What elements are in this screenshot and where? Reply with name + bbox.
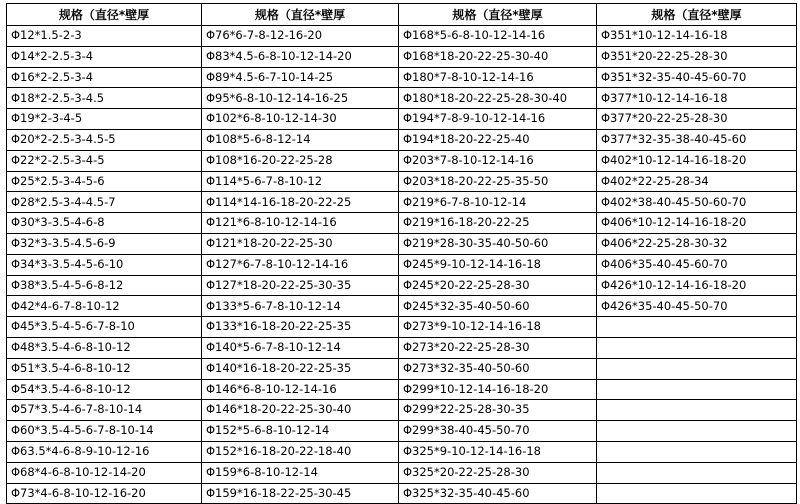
spec-cell: Φ51*3.5-4-6-8-10-12 [7, 358, 202, 379]
spec-cell: Φ351*20-22-25-28-30 [597, 46, 797, 67]
spec-cell: Φ168*18-20-22-25-30-40 [399, 46, 597, 67]
spec-cell: Φ63.5*4-6-8-9-10-12-16 [7, 441, 202, 462]
spec-cell: Φ121*6-8-10-12-14-16 [202, 213, 399, 234]
spec-cell: Φ203*18-20-22-25-35-50 [399, 171, 597, 192]
spec-cell [597, 462, 797, 483]
spec-cell: Φ406*22-25-28-30-32 [597, 233, 797, 254]
table-row [7, 337, 797, 358]
table-row [7, 171, 797, 192]
spec-cell: Φ140*5-6-7-8-10-12-14 [202, 337, 399, 358]
spec-cell: Φ83*4.5-6-8-10-12-14-20 [202, 46, 399, 67]
spec-cell [597, 441, 797, 462]
spec-cell: Φ402*22-25-28-34 [597, 171, 797, 192]
table-row [7, 379, 797, 400]
table-body [7, 26, 797, 504]
spec-cell: Φ203*7-8-10-12-14-16 [399, 150, 597, 171]
spec-cell: Φ402*10-12-14-16-18-20 [597, 150, 797, 171]
spec-cell: Φ127*6-7-8-10-12-14-16 [202, 254, 399, 275]
table-row [7, 233, 797, 254]
table-row [7, 109, 797, 130]
spec-cell: Φ377*32-35-38-40-45-60 [597, 129, 797, 150]
spec-cell: Φ22*2-2.5-3-4-5 [7, 150, 202, 171]
spec-cell: Φ57*3.5-4-6-7-8-10-14 [7, 400, 202, 421]
spec-cell: Φ194*18-20-22-25-40 [399, 129, 597, 150]
table-row [7, 358, 797, 379]
column-header: 规格（直径*壁厚 [7, 4, 202, 26]
table-row [7, 483, 797, 504]
spec-cell: Φ426*35-40-45-50-70 [597, 296, 797, 317]
spec-cell: Φ16*2-2.5-3-4 [7, 67, 202, 88]
spec-cell: Φ426*10-12-14-16-18-20 [597, 275, 797, 296]
spec-cell: Φ377*20-22-25-28-30 [597, 109, 797, 130]
spec-cell: Φ299*22-25-28-30-35 [399, 400, 597, 421]
spec-cell: Φ180*7-8-10-12-14-16 [399, 67, 597, 88]
spec-cell: Φ12*1.5-2-3 [7, 26, 202, 47]
column-header: 规格（直径*壁厚 [202, 4, 399, 26]
spec-cell: Φ133*16-18-20-22-25-35 [202, 317, 399, 338]
spec-cell: Φ140*16-18-20-22-25-35 [202, 358, 399, 379]
column-header: 规格（直径*壁厚 [597, 4, 797, 26]
spec-cell: Φ121*18-20-22-25-30 [202, 233, 399, 254]
table-row [7, 213, 797, 234]
spec-cell: Φ299*10-12-14-16-18-20 [399, 379, 597, 400]
spec-cell: Φ18*2-2.5-3-4.5 [7, 88, 202, 109]
table-row [7, 296, 797, 317]
spec-cell: Φ351*32-35-40-45-60-70 [597, 67, 797, 88]
spec-cell: Φ127*18-20-22-25-30-35 [202, 275, 399, 296]
header-row [7, 4, 797, 26]
spec-cell: Φ32*3-3.5-4.5-6-9 [7, 233, 202, 254]
spec-cell: Φ48*3.5-4-6-8-10-12 [7, 337, 202, 358]
spec-cell: Φ325*20-22-25-28-30 [399, 462, 597, 483]
spec-cell: Φ146*6-8-10-12-14-16 [202, 379, 399, 400]
spec-cell: Φ152*16-18-20-22-18-40 [202, 441, 399, 462]
spec-cell: Φ76*6-7-8-12-16-20 [202, 26, 399, 47]
table-row [7, 88, 797, 109]
table-row [7, 400, 797, 421]
spec-cell: Φ219*16-18-20-22-25 [399, 213, 597, 234]
spec-cell: Φ54*3.5-4-6-8-10-12 [7, 379, 202, 400]
spec-cell: Φ245*20-22-25-28-30 [399, 275, 597, 296]
spec-cell: Φ114*14-16-18-20-22-25 [202, 192, 399, 213]
spec-cell: Φ406*35-40-45-60-70 [597, 254, 797, 275]
spec-cell: Φ168*5-6-8-10-12-14-16 [399, 26, 597, 47]
spec-cell: Φ146*18-20-22-25-30-40 [202, 400, 399, 421]
spec-cell: Φ95*6-8-10-12-14-16-25 [202, 88, 399, 109]
table-row [7, 254, 797, 275]
spec-cell: Φ68*4-6-8-10-12-14-20 [7, 462, 202, 483]
table-row [7, 317, 797, 338]
column-header: 规格（直径*壁厚 [399, 4, 597, 26]
spec-cell: Φ89*4.5-6-7-10-14-25 [202, 67, 399, 88]
spec-cell: Φ38*3.5-4-5-6-8-12 [7, 275, 202, 296]
spec-cell: Φ152*5-6-8-10-12-14 [202, 421, 399, 442]
spec-table [6, 3, 797, 504]
spec-cell: Φ28*2.5-3-4-4.5-7 [7, 192, 202, 213]
table-row [7, 441, 797, 462]
table-row [7, 46, 797, 67]
table-row [7, 150, 797, 171]
spec-cell: Φ102*6-8-10-12-14-30 [202, 109, 399, 130]
spec-cell [597, 317, 797, 338]
spec-cell: Φ273*20-22-25-28-30 [399, 337, 597, 358]
spec-cell: Φ42*4-6-7-8-10-12 [7, 296, 202, 317]
spec-cell: Φ325*32-35-40-45-60 [399, 483, 597, 504]
table-row [7, 67, 797, 88]
table-row [7, 275, 797, 296]
spec-cell: Φ273*9-10-12-14-16-18 [399, 317, 597, 338]
spec-cell: Φ14*2-2.5-3-4 [7, 46, 202, 67]
table-row [7, 192, 797, 213]
table-row [7, 462, 797, 483]
spec-cell: Φ20*2-2.5-3-4.5-5 [7, 129, 202, 150]
spec-cell: Φ325*9-10-12-14-16-18 [399, 441, 597, 462]
spec-cell: Φ219*6-7-8-10-12-14 [399, 192, 597, 213]
spec-cell: Φ180*18-20-22-25-28-30-40 [399, 88, 597, 109]
spec-cell: Φ159*16-18-22-25-30-45 [202, 483, 399, 504]
spec-cell: Φ377*10-12-14-16-18 [597, 88, 797, 109]
spec-cell: Φ108*16-20-22-25-28 [202, 150, 399, 171]
spec-cell [597, 379, 797, 400]
spec-cell: Φ299*38-40-45-50-70 [399, 421, 597, 442]
table-row [7, 26, 797, 47]
spec-cell: Φ351*10-12-14-16-18 [597, 26, 797, 47]
spec-cell: Φ25*2.5-3-4-5-6 [7, 171, 202, 192]
spec-cell: Φ219*28-30-35-40-50-60 [399, 233, 597, 254]
spec-cell: Φ159*6-8-10-12-14 [202, 462, 399, 483]
table-row [7, 421, 797, 442]
spec-cell [597, 421, 797, 442]
spec-cell: Φ133*5-6-7-8-10-12-14 [202, 296, 399, 317]
spec-cell: Φ114*5-6-7-8-10-12 [202, 171, 399, 192]
spec-cell [597, 337, 797, 358]
spec-cell: Φ60*3.5-4-5-6-7-8-10-14 [7, 421, 202, 442]
spec-cell: Φ273*32-35-40-50-60 [399, 358, 597, 379]
spec-cell: Φ194*7-8-9-10-12-14-16 [399, 109, 597, 130]
spec-cell [597, 358, 797, 379]
spec-cell: Φ30*3-3.5-4-6-8 [7, 213, 202, 234]
spec-cell [597, 400, 797, 421]
spec-cell: Φ245*32-35-40-50-60 [399, 296, 597, 317]
spec-cell: Φ108*5-6-8-12-14 [202, 129, 399, 150]
spec-cell: Φ19*2-3-4-5 [7, 109, 202, 130]
spec-cell: Φ73*4-6-8-10-12-16-20 [7, 483, 202, 504]
spec-cell [597, 483, 797, 504]
spec-cell: Φ406*10-12-14-16-18-20 [597, 213, 797, 234]
table-row [7, 129, 797, 150]
spec-cell: Φ34*3-3.5-4-5-6-10 [7, 254, 202, 275]
spec-cell: Φ402*38-40-45-50-60-70 [597, 192, 797, 213]
spec-cell: Φ245*9-10-12-14-16-18 [399, 254, 597, 275]
spec-cell: Φ45*3.5-4-5-6-7-8-10 [7, 317, 202, 338]
